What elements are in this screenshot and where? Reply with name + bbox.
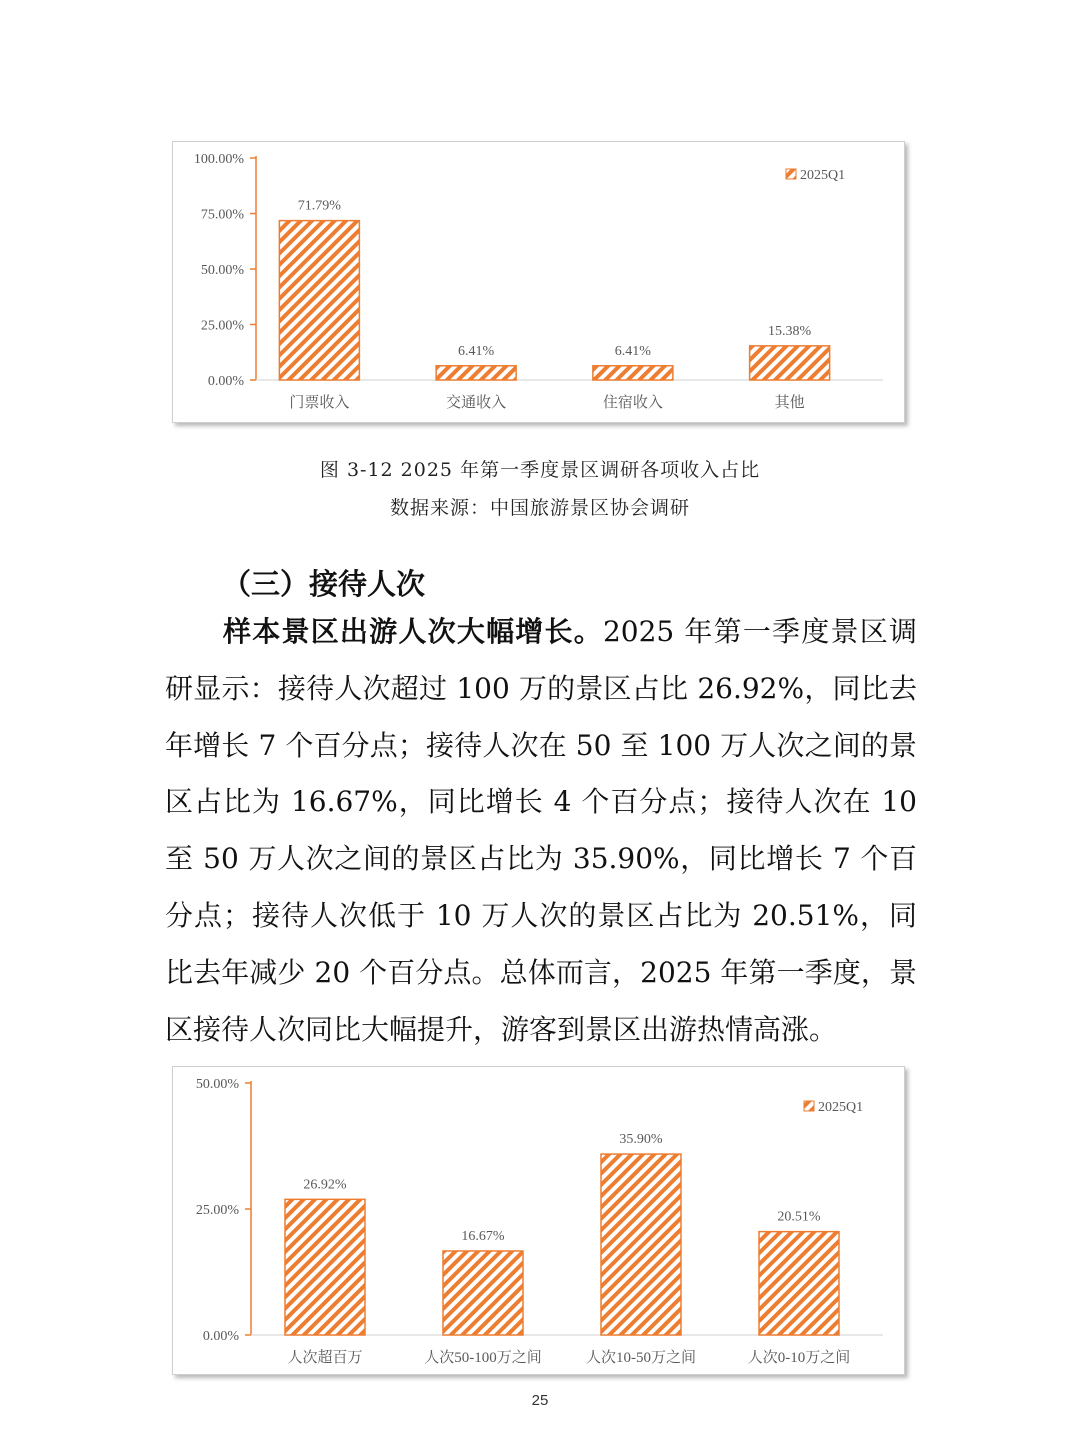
category-label: 人次50-100万之间 [424, 1350, 542, 1366]
bar [436, 366, 516, 380]
data-label: 6.41% [458, 343, 495, 359]
figure-caption: 图 3-12 2025 年第一季度景区调研各项收入占比 [319, 459, 761, 481]
data-label: 71.79% [297, 198, 341, 214]
bar [443, 1251, 523, 1335]
y-tick-label: 0.00% [202, 1329, 239, 1344]
legend [786, 168, 845, 183]
y-tick-label: 0.00% [207, 374, 244, 389]
data-label: 26.92% [303, 1177, 347, 1193]
bar [593, 366, 673, 380]
body-paragraph [165, 604, 917, 1058]
data-label: 35.90% [619, 1132, 663, 1148]
y-tick-label: 75.00% [200, 207, 244, 223]
legend-label: 2025Q1 [800, 168, 846, 183]
bar [759, 1232, 839, 1335]
y-tick-label: 25.00% [195, 1203, 239, 1218]
data-label: 6.41% [614, 343, 651, 359]
page-number: 25 [531, 1392, 549, 1409]
data-label: 16.67% [461, 1228, 505, 1244]
paragraph-lead: 样本景区出游人次大幅增长。 [223, 615, 603, 648]
data-label: 15.38% [768, 323, 812, 339]
category-label: 交通收入 [446, 395, 507, 411]
y-tick-label: 25.00% [200, 318, 244, 334]
bar [750, 346, 830, 380]
legend-swatch [786, 169, 796, 179]
source-caption: 数据来源：中国旅游景区协会调研 [389, 497, 690, 519]
bar [601, 1154, 681, 1335]
y-tick-label: 50.00% [195, 1077, 239, 1092]
paragraph-text: 2025 年第一季度景区调研显示：接待人次超过 100 万的景区占比 26.92%，同比去年增长 7 个百分点；接待人次在 50 至 100 万人次之间的景区占比为 16.67%，同比增长 4 个百分点；接待人次在 10 至 50 万人次之间的景区占比为 35.90%，同比增长 7 个百分点；接待人次低于 10 万人次的景区占比为 20.51%，同比去年减少 20 个百分点。总体而言，2025 年第一季度，景区接待人次同比大幅提升，游客到景区出游热情高涨。 [165, 615, 917, 1046]
bar [279, 221, 359, 380]
y-tick-label: 50.00% [200, 263, 244, 278]
category-label: 人次10-50万之间 [586, 1350, 696, 1366]
section-heading: （三）接待人次 [222, 567, 426, 601]
category-label: 其他 [774, 395, 805, 411]
revenue-share-chart-svg [173, 142, 904, 422]
category-label: 人次0-10万之间 [747, 1350, 851, 1366]
data-label: 20.51% [777, 1209, 821, 1225]
bar [285, 1199, 365, 1335]
legend-label: 2025Q1 [818, 1100, 864, 1115]
category-label: 人次超百万 [287, 1350, 363, 1366]
visitor-volume-chart [172, 1066, 905, 1375]
category-label: 住宿收入 [602, 395, 663, 411]
legend [804, 1100, 863, 1115]
revenue-share-chart [172, 141, 905, 423]
y-tick-label: 100.00% [193, 152, 244, 167]
legend-swatch [804, 1101, 814, 1111]
category-label: 门票收入 [289, 395, 350, 411]
visitor-volume-chart-svg [173, 1067, 904, 1374]
